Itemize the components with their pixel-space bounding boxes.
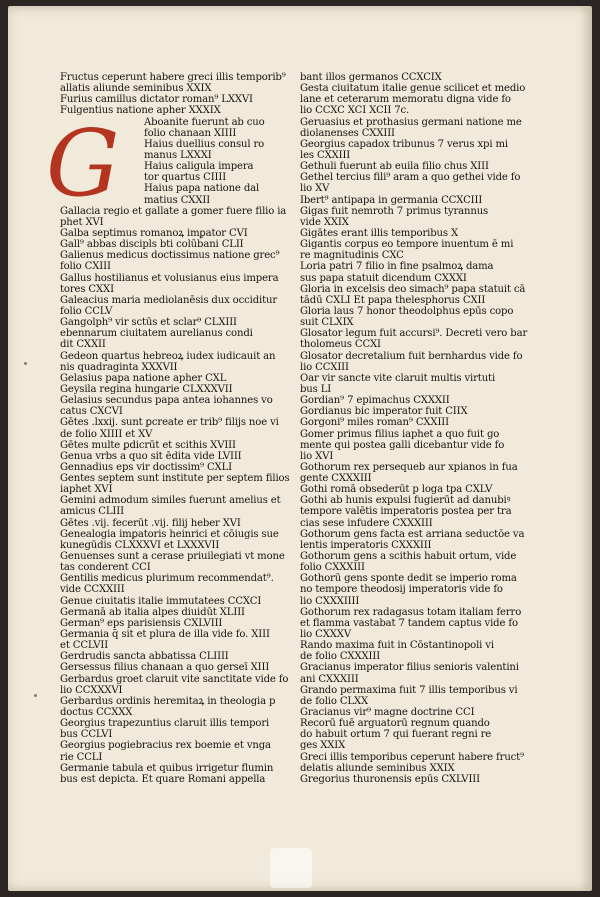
index-entry: Fulgentius natione apher XXXIX <box>60 105 221 117</box>
index-entry: matius CXXII <box>144 194 211 206</box>
index-entry: et flamma vastabat 7 tandem captus vide fo <box>300 617 518 629</box>
index-entry: Gigantis corpus eo tempore inuentum ē mi <box>300 239 514 251</box>
index-entry: folio CCLV <box>60 305 113 317</box>
index-entry: Gorgoni⁹ miles roman⁹ CXXIII <box>300 417 449 429</box>
index-entry: Gethel tercius fili⁹ aram a quo gethei vide fo <box>300 172 521 184</box>
index-entry: Gallus hostilianus et volusianus eius impera <box>60 272 279 284</box>
index-entry: sus papa statuit dicendum CXXXI <box>300 272 467 284</box>
index-entry: Recorū fuē arguatorū regnum quando <box>300 718 490 730</box>
index-entry: Haius papa natione dal <box>144 183 260 195</box>
index-entry: lentis imperatoris CXXXIII <box>300 539 432 551</box>
index-entry: Gracianus vir⁹ magne doctrine CCI <box>300 707 475 719</box>
index-entry: bus LI <box>300 383 332 395</box>
index-entry: lio XVI <box>300 450 334 462</box>
index-entry: delatis aliunde seminibus XXIX <box>300 762 455 774</box>
index-entry: Galba septimus romanoꝝ imꝑator CVI <box>60 227 248 239</box>
index-entry: Georgius pogiebracius rex boemie et vnga <box>60 740 271 752</box>
index-entry: Oar vir sancte vite claruit multis virtuti <box>300 372 496 384</box>
index-entry: Grando permaxima fuit 7 illis temporibus vi <box>300 684 518 696</box>
index-entry: ebennarum ciuitatem aurelianus condi <box>60 328 253 340</box>
index-entry: de folio CLXX <box>300 695 369 707</box>
index-entry: les CXXIII <box>300 149 351 161</box>
index-entry: dit CXXII <box>60 339 106 351</box>
index-entry: Haius caligula impera <box>144 161 254 173</box>
index-entry: Gigas fuit nemroth 7 primus tyrannus <box>300 205 489 217</box>
index-entry: tempore valētis imperatoris postea per tra <box>300 506 512 518</box>
index-entry: Germania q̄ sit et plura de illa vide fo. XIII <box>60 629 270 641</box>
index-entry: folio chanaan XIIII <box>144 127 237 139</box>
book-page <box>8 6 592 891</box>
index-entry: Gall⁹ abbas discipls bti colūbani CLII <box>60 239 244 251</box>
index-entry: Haius duellius consul ro <box>144 138 265 150</box>
index-entry: Gothorum rex radagasus totam italiam ferro <box>300 606 522 618</box>
index-entry: bus est depicta. Et quare Romani appella <box>60 773 266 785</box>
index-entry: lio CCXIII <box>300 361 349 373</box>
index-entry: phet XVI <box>60 216 104 228</box>
index-entry: de folio CXXXIII <box>300 651 381 663</box>
index-entry: lane et ceterarum memoratu digna vide fo <box>300 94 511 106</box>
index-entry: Geruasius et prothasius germani natione me <box>300 116 522 128</box>
index-entry: lio CXXXV <box>300 629 351 641</box>
index-entry: Gerbardus groet claruit vite sanctitate vide fo <box>60 673 289 685</box>
index-entry: tholomeus CCXI <box>300 339 381 351</box>
index-entry: kunegūdis CLXXXVI et LXXXVII <box>60 539 220 551</box>
index-entry: Genua vrbs a quo sit ēdita vide LVIII <box>60 450 242 462</box>
index-entry: Gomer primus filius iaphet a quo fuit go <box>300 428 500 440</box>
index-entry: do habuit ortum 7 qui fuerant regni re <box>300 729 492 741</box>
index-entry: ani CXXXIII <box>300 673 359 685</box>
index-entry: mente qui postea galli dicebantur vide fo <box>300 439 505 451</box>
index-entry: Gentes septem sunt institute per septem filios <box>60 473 290 485</box>
index-entry: Georgius trapezuntius claruit illis tempori <box>60 718 270 730</box>
index-entry: Gallacia regio et gallate a gomer fuere filio ia <box>60 205 287 217</box>
index-entry: Geysila regina hungarie CLXXXVII <box>60 383 233 395</box>
index-entry: Gelasius secundus papa antea iohannes vo <box>60 395 273 407</box>
index-entry: lio CCXC XCI XCII 7c. <box>300 105 410 117</box>
index-entry: Gentilis medicus plurimum recommendat⁹. <box>60 573 274 585</box>
index-entry: Gloria laus 7 honor theodolphus epūs copo <box>300 305 514 317</box>
index-entry: tores CXXI <box>60 283 114 295</box>
index-entry: Genue ciuitatis italie immutatees CCXCI <box>60 595 262 607</box>
index-entry: tādū CXLI Et papa thelesphorus CXII <box>300 294 486 306</box>
index-entry: Gracianus imperator filius senioris valentini <box>300 662 519 674</box>
index-entry: Gothorū gens sponte dedit se imperio roma <box>300 573 517 585</box>
index-entry: ges XXIX <box>300 740 346 752</box>
index-entry: no tempore theodosij imperatoris vide fo <box>300 584 503 596</box>
index-entry: suit CLXIX <box>300 317 354 329</box>
index-entry: Gethuli fuerunt ab euila filio chus XIII <box>300 161 489 173</box>
index-entry: re magnitudinis CXC <box>300 250 404 262</box>
index-entry: Aboanite fuerunt ab cuo <box>144 116 265 128</box>
index-entry: nis quadraginta XXXVII <box>60 361 178 373</box>
index-entry: lio XV <box>300 183 330 195</box>
index-entry: Gennadius eps vir doctissim⁹ CXLI <box>60 461 232 473</box>
margin-spot <box>34 694 37 697</box>
index-entry: iaphet XVI <box>60 484 113 496</box>
index-entry: catus CXCVI <box>60 406 123 418</box>
index-entry: Rando maxima fuit in Cōstantinopoli vi <box>300 640 494 652</box>
index-entry: Gloria in excelsis deo simach⁹ papa statuit cā <box>300 283 526 295</box>
index-entry: Germanie tabula et quibus irrigetur flumin <box>60 762 274 774</box>
right-column <box>300 72 528 785</box>
index-entry: gente CXXXIII <box>300 473 372 485</box>
index-entry: Ibert⁹ antipapa in germania CCXCIII <box>300 194 483 206</box>
index-entry: Gothi ab hunis expulsi fugierūt ad danubiꝰ <box>300 495 511 507</box>
index-entry: folio CXXXIII <box>300 562 365 574</box>
margin-spot <box>24 362 27 365</box>
index-entry: vide CCXXIII <box>60 584 125 596</box>
index-entry: allatis aliunde seminibus XXIX <box>60 83 212 95</box>
index-entry: Gemini admodum similes fuerunt amelius et <box>60 495 281 507</box>
index-entry: Gigātes erant illis temporibus X <box>300 227 459 239</box>
index-entry: Genuenses sunt a cerase priuilegiati vt mone <box>60 551 285 563</box>
index-entry: amicus CLIII <box>60 506 124 518</box>
paper-stain <box>270 848 312 888</box>
index-entry: Gordianus bic imperator fuit CIIX <box>300 406 468 418</box>
index-entry: Furius camillus dictator roman⁹ LXXVI <box>60 94 253 106</box>
index-entry: bus CCLVI <box>60 729 113 741</box>
index-entry: manus LXXXI <box>144 149 212 161</box>
index-entry: tor quartus CIIII <box>144 172 227 184</box>
index-entry: Gothorum gens facta est arriana seductōe va <box>300 528 525 540</box>
index-entry: bant illos germanos CCXCIX <box>300 72 442 83</box>
index-entry: Gētes .lxxij. sunt ꝑcreate er trib⁹ filijs noe vi <box>60 417 279 429</box>
index-entry: rie CCLI <box>60 751 103 763</box>
index-entry: German⁹ eps parisiensis CXLVIII <box>60 617 223 629</box>
index-entry: et CCLVII <box>60 640 109 652</box>
index-entry: lio CCXXXVI <box>60 684 123 696</box>
index-entry: Galeacius maria mediolanēsis dux occiditur <box>60 294 278 306</box>
index-entry: vide XXIX <box>300 216 349 228</box>
index-entry: doctus CCXXX <box>60 707 133 719</box>
index-entry: Germanā ab italia alpes diuidūt XLIII <box>60 606 245 618</box>
drop-cap: G <box>46 110 120 217</box>
index-entry: Genealogia imꝑatoris heinrici et cōiugis sue <box>60 528 279 540</box>
index-entry: Gētes multe ꝑdicrūt et scithis XVIII <box>60 439 236 451</box>
index-entry: Loria patri 7 filio in fine psalmoꝝ dama <box>300 261 494 273</box>
index-entry: Gregorius thuronensis epūs CXLVIII <box>300 773 480 785</box>
index-entry: Gerbardus ordinis heremitaꝝ in theologia p <box>60 695 276 707</box>
index-entry: Gētes .vij. fecerūt .vij. filij heber XVI <box>60 517 241 529</box>
index-entry: folio CXIII <box>60 261 111 273</box>
index-entry: Gelasius papa natione apher CXL <box>60 372 227 384</box>
index-entry: Galienus medicus doctissimus natione grec⁹ <box>60 250 280 262</box>
index-entry: lio CXXXIIII <box>300 595 360 607</box>
index-entry: Gordian⁹ 7 epimachus CXXXII <box>300 395 450 407</box>
index-entry: Gothorum gens a scithis habuit ortum, vide <box>300 551 517 563</box>
index-entry: Glosator legum fuit accursi⁹. Decreti vero bar <box>300 328 528 340</box>
index-entry: Gothorum rex persequeb aur xpianos in fua <box>300 461 518 473</box>
index-entry: Gerdrudis sancta abbatissa CLIIII <box>60 651 229 663</box>
index-entry: Gersessus filius chanaan a quo gerseī XIII <box>60 662 270 674</box>
index-entry: Gesta ciuitatum italie genue scilicet et medio <box>300 83 526 95</box>
index-entry: de folio XIIII et XV <box>60 428 153 440</box>
left-column <box>60 72 290 785</box>
index-entry: Greci illis temporibus ceperunt habere fruct⁹ <box>300 751 524 763</box>
index-entry: Glosator decretalium fuit bernhardus vide fo <box>300 350 523 362</box>
index-entry: Gothi romā obsederūt p loga tpa CXLV <box>300 484 493 496</box>
index-entry: Georgius capadox tribunus 7 verus xpi mi <box>300 138 508 150</box>
index-entry: tas conderent CCI <box>60 562 151 574</box>
index-entry: cias sese infudere CXXXIII <box>300 517 433 529</box>
index-entry: Gedeon quartus hebreoꝝ iudex iudicauit an <box>60 350 276 362</box>
index-entry: Fructus ceperunt habere greci illis temporib⁹ <box>60 72 286 83</box>
index-entry: Gangolph⁹ vir sctūs et sclar⁹ CLXIII <box>60 317 237 329</box>
index-entry: diolanenses CXXIII <box>300 127 395 139</box>
